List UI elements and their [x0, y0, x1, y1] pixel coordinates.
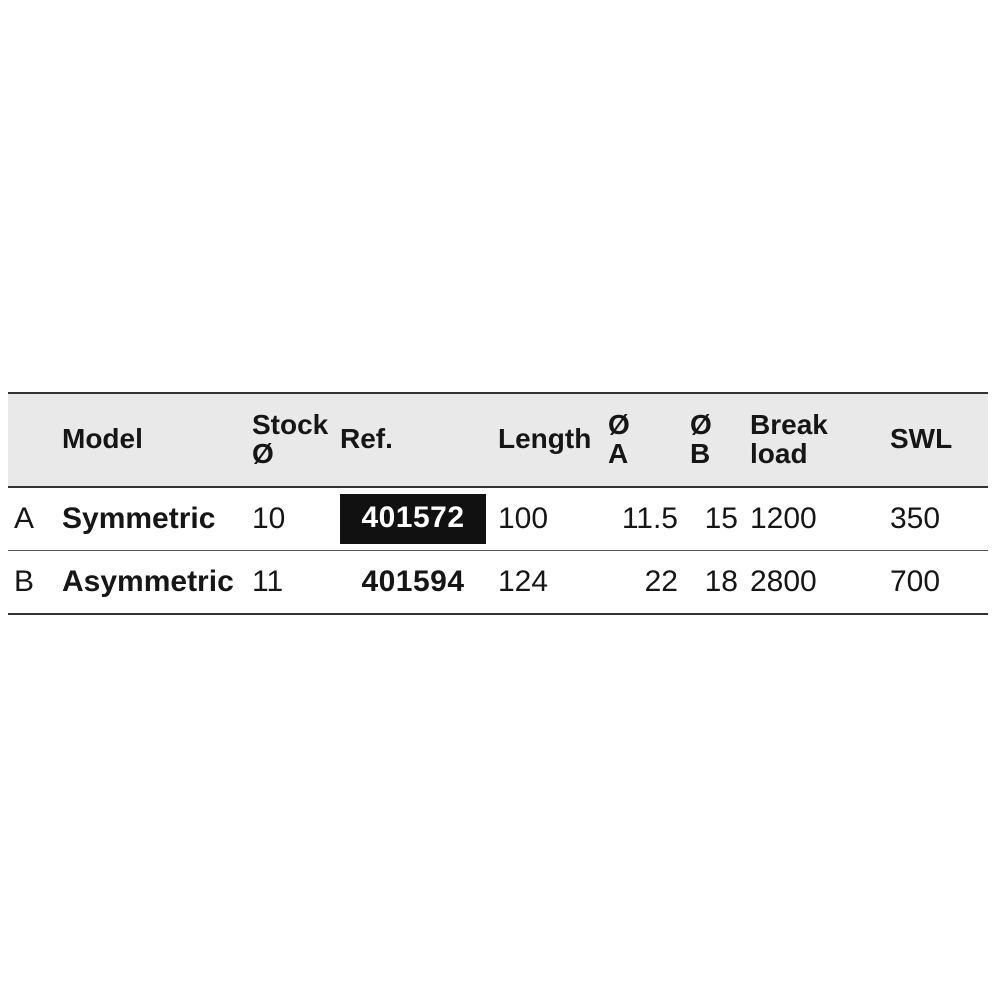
row-stock-diameter: 10	[252, 502, 286, 535]
specification-table	[8, 392, 988, 615]
column-header-tag	[8, 393, 56, 487]
column-header-stock-diameter	[246, 393, 334, 487]
row-ref-highlighted-value: 401572	[340, 494, 486, 544]
column-header-ref: Ref.	[334, 393, 492, 487]
table-row	[8, 487, 988, 551]
column-header-break-load-line1: Break	[750, 408, 828, 440]
row-ref	[334, 551, 492, 615]
column-header-stock-line1: Stock	[252, 408, 329, 440]
row-swl: 350	[890, 502, 941, 535]
row-tag: A	[14, 502, 35, 535]
column-header-diameter-a-line1: Ø	[608, 408, 630, 440]
row-tag: B	[14, 565, 35, 598]
column-header-swl: SWL	[884, 393, 988, 487]
specification-table-container	[8, 392, 988, 615]
column-header-break-load-line2: load	[750, 438, 808, 469]
column-header-break-load	[744, 393, 884, 487]
column-header-diameter-b	[684, 393, 744, 487]
row-model: Symmetric	[62, 502, 216, 535]
row-model: Asymmetric	[62, 565, 234, 598]
column-header-diameter-b-line2: B	[690, 438, 711, 469]
column-header-diameter-b-line1: Ø	[690, 408, 712, 440]
column-header-diameter-a	[602, 393, 684, 487]
row-diameter-a: 22	[644, 565, 678, 598]
row-ref-value: 401594	[361, 565, 465, 598]
row-diameter-b: 15	[704, 502, 738, 535]
column-header-length: Length	[492, 393, 602, 487]
column-header-stock-line2: Ø	[252, 438, 274, 469]
row-diameter-b: 18	[704, 565, 738, 598]
row-length: 124	[498, 565, 549, 598]
column-header-model: Model	[56, 393, 246, 487]
row-break-load: 1200	[750, 502, 817, 535]
row-stock-diameter: 11	[252, 565, 284, 598]
table-header-row	[8, 393, 988, 487]
column-header-diameter-a-line2: A	[608, 438, 629, 469]
table-row	[8, 551, 988, 615]
row-length: 100	[498, 502, 549, 535]
row-swl: 700	[890, 565, 941, 598]
row-ref	[334, 487, 492, 551]
row-diameter-a: 11.5	[621, 502, 678, 535]
row-break-load: 2800	[750, 565, 817, 598]
